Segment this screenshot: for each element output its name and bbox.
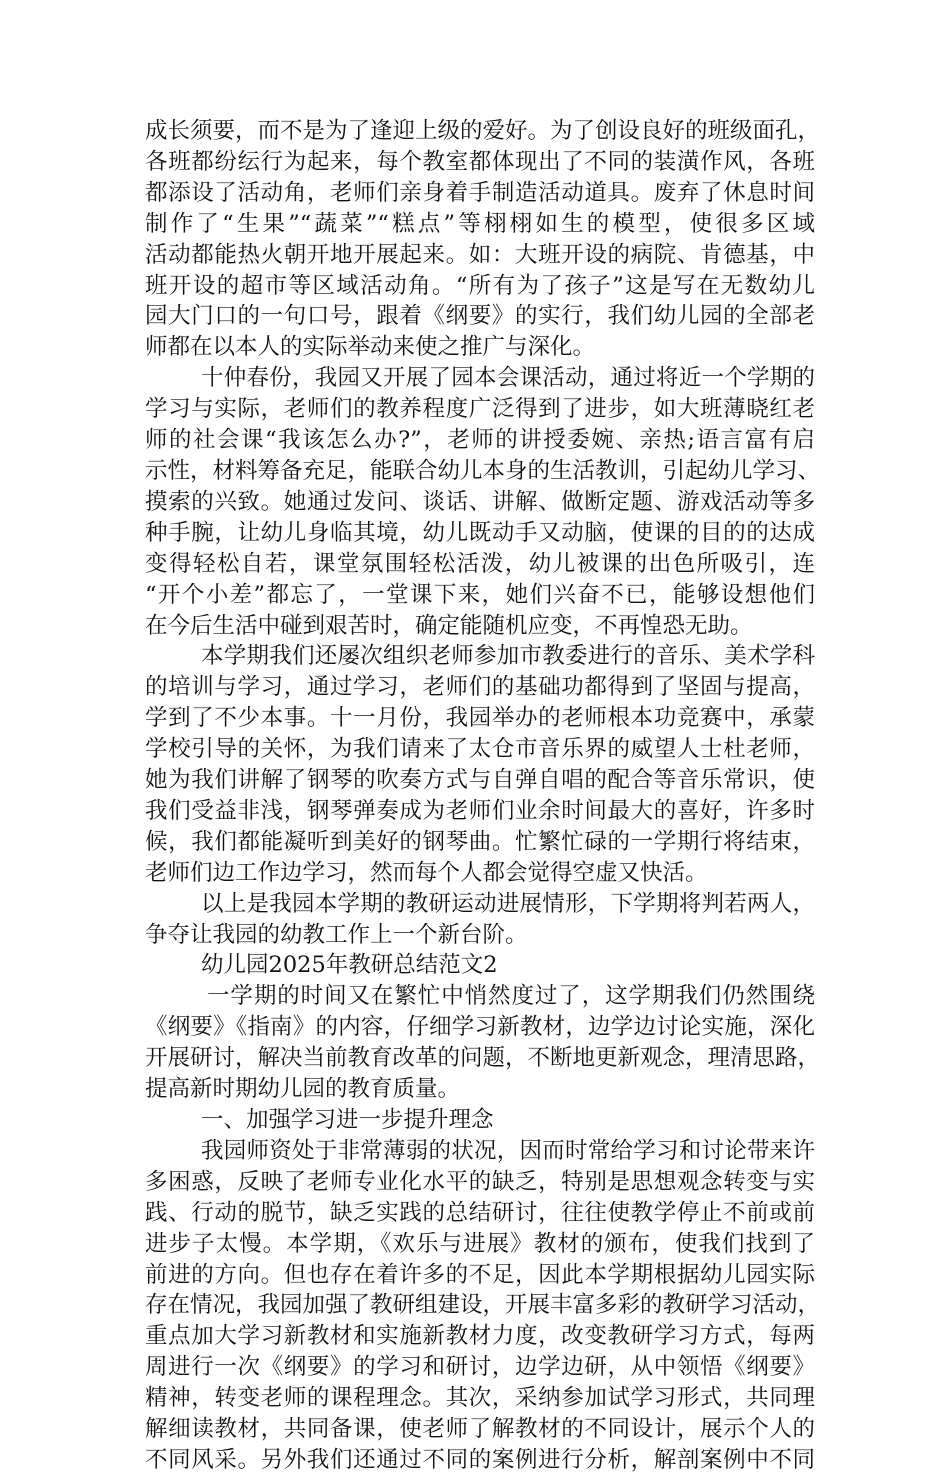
text-line: 老师们边工作边学习，然而每个人都会觉得空虚又快活。 xyxy=(145,859,708,886)
text-line: 开展研讨，解决当前教育改革的问题，不断地更新观念，理清思路， xyxy=(145,1045,821,1072)
text-line: 存在情况，我园加强了教研组建设，开展丰富多彩的教研学习活动， xyxy=(145,1292,821,1319)
text-line: 解细读教材，共同备课，使老师了解教材的不同设计，展示个人的 xyxy=(145,1416,815,1443)
text-line: 不同风采。另外我们还通过不同的案例进行分析，解剖案例中不同 xyxy=(145,1446,815,1473)
text-line: 学校引导的关怀，为我们请来了太仓市音乐界的威望人士杜老师， xyxy=(145,736,815,763)
text-line: 师的社会课“我该怎么办?”，老师的讲授委婉、亲热;语言富有启 xyxy=(145,427,815,454)
text-line: 的培训与学习，通过学习，老师们的基础功都得到了坚固与提高， xyxy=(145,674,815,701)
text-line: 多困惑，反映了老师专业化水平的缺乏，特别是思想观念转变与实 xyxy=(145,1168,815,1195)
text-line: 周进行一次《纲要》的学习和研讨，边学边研，从中领悟《纲要》 xyxy=(145,1354,815,1381)
text-line: 在今后生活中碰到艰苦时，确定能随机应变，不再惶恐无助。 xyxy=(145,612,753,639)
text-line: 活动都能热火朝开地开展起来。如：大班开设的病院、肯德基，中 xyxy=(145,241,815,268)
text-line: “开个小差”都忘了，一堂课下来，她们兴奋不已，能够设想他们 xyxy=(145,581,815,608)
text-line: 各班都纷纭行为起来，每个教室都体现出了不同的装潢作风，各班 xyxy=(145,148,815,175)
text-line: 一学期的时间又在繁忙中悄然度过了，这学期我们仍然围绕 xyxy=(207,983,815,1010)
text-line: 我园师资处于非常薄弱的状况，因而时常给学习和讨论带来许 xyxy=(201,1137,815,1164)
text-line: 种手腕，让幼儿身临其境，幼儿既动手又动脑，使课的目的的达成 xyxy=(145,519,815,546)
text-line: 前进的方向。但也存在着许多的不足，因此本学期根据幼儿园实际 xyxy=(145,1261,815,1288)
text-line: 摸索的兴致。她通过发问、谈话、讲解、做断定题、游戏活动等多 xyxy=(145,488,815,515)
text-line: 提高新时期幼儿园的教育质量。 xyxy=(145,1076,461,1103)
section-heading: 幼儿园2025年教研总结范文2 xyxy=(201,952,498,979)
text-line: 成长须要，而不是为了逢迎上级的爱好。为了创设良好的班级面孔， xyxy=(145,118,821,144)
text-line: 示性，材料筹备充足，能联合幼儿本身的生活教训，引起幼儿学习、 xyxy=(145,457,821,484)
text-line: 候，我们都能凝听到美好的钢琴曲。忙繁忙碌的一学期行将结束， xyxy=(145,828,815,855)
text-line: 班开设的超市等区域活动角。“所有为了孩子”这是写在无数幼儿 xyxy=(145,272,815,299)
text-line: 变得轻松自若，课堂氛围轻松活泼，幼儿被课的出色所吸引，连 xyxy=(145,550,815,577)
text-line: 都添设了活动角，老师们亲身着手制造活动道具。废弃了休息时间 xyxy=(145,179,815,206)
document-page xyxy=(145,116,821,1476)
text-line: 制作了“生果”“蔬菜”“糕点”等栩栩如生的模型，使很多区域 xyxy=(145,210,815,237)
text-line: 进步子太慢。本学期，《欢乐与进展》教材的颁布，使我们找到了 xyxy=(145,1230,815,1257)
text-line: 本学期我们还屡次组织老师参加市教委进行的音乐、美术学科 xyxy=(201,643,815,670)
text-line: 学习与实际，老师们的教养程度广泛得到了进步，如大班薄晓红老 xyxy=(145,396,815,423)
text-line: 以上是我园本学期的教研运动进展情形，下学期将判若两人， xyxy=(201,890,815,917)
text-line: 精神，转变老师的课程理念。其次，采纳参加试学习形式，共同理 xyxy=(145,1385,815,1412)
text-line: 十仲春份，我园又开展了园本会课活动，通过将近一个学期的 xyxy=(201,365,815,392)
section-heading: 一、加强学习进一步提升理念 xyxy=(201,1107,494,1133)
text-line: 师都在以本人的实际举动来使之推广与深化。 xyxy=(145,334,596,361)
text-line: 园大门口的一句口号，跟着《纲要》的实行，我们幼儿园的全部老 xyxy=(145,303,815,330)
text-line: 重点加大学习新教材和实施新教材力度，改变教研学习方式，每两 xyxy=(145,1323,815,1350)
text-line: 争夺让我园的幼教工作上一个新台阶。 xyxy=(145,921,528,948)
text-line: 践、行动的脱节，缺乏实践的总结研讨，往往使教学停止不前或前 xyxy=(145,1199,815,1226)
text-line: 她为我们讲解了钢琴的吹奏方式与自弹自唱的配合等音乐常识，使 xyxy=(145,767,815,794)
text-line: 《纲要》《指南》的内容，仔细学习新教材，边学边讨论实施，深化 xyxy=(145,1014,815,1041)
text-line: 我们受益非浅，钢琴弹奏成为老师们业余时间最大的喜好，许多时 xyxy=(145,797,815,824)
text-line: 学到了不少本事。十一月份，我园举办的老师根本功竞赛中，承蒙 xyxy=(145,705,815,732)
